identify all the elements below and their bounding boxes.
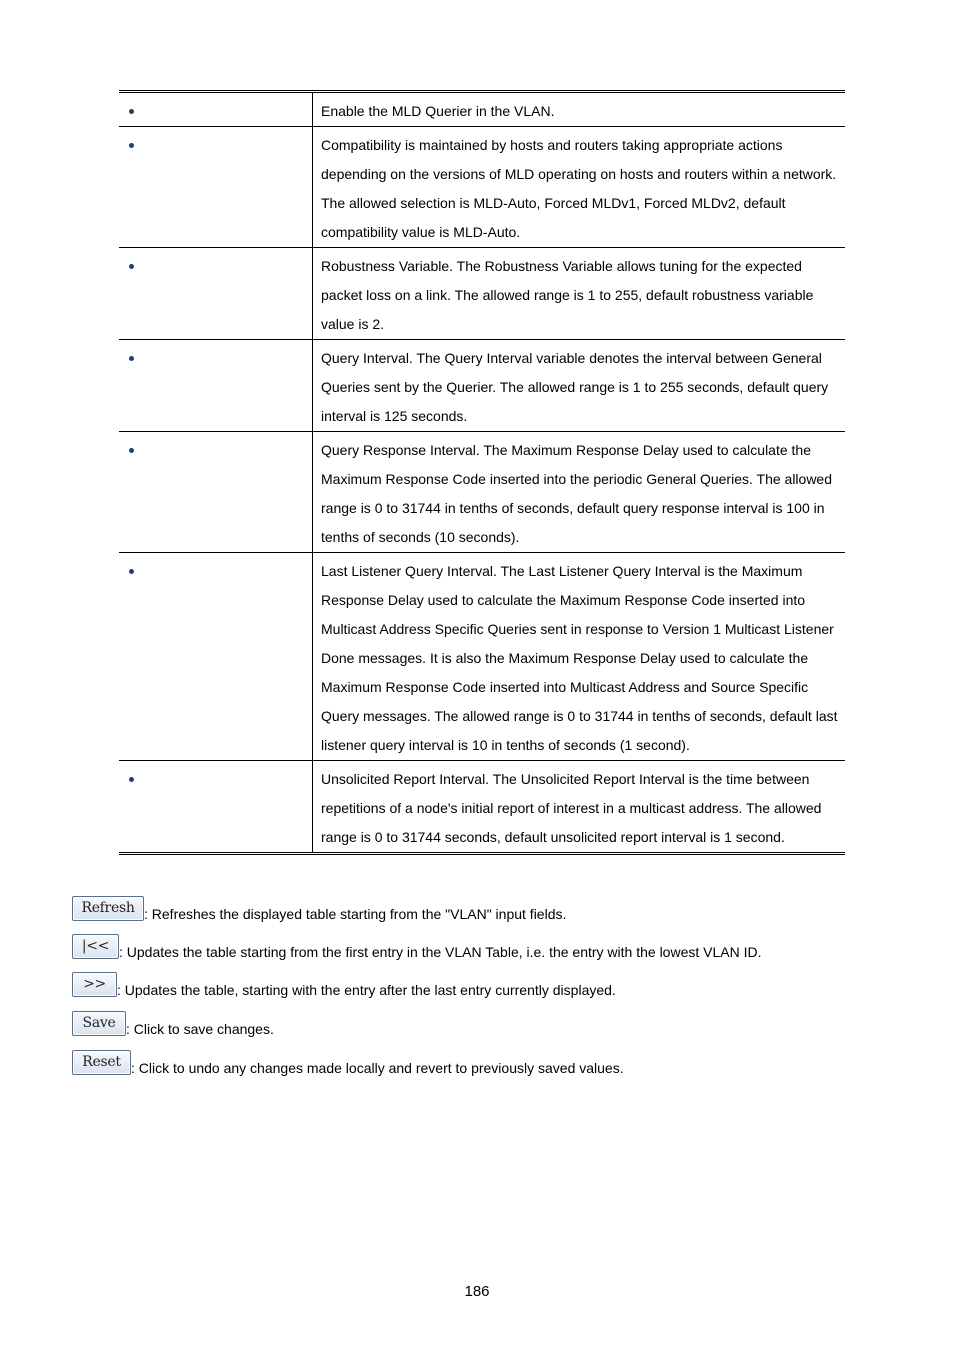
- parameter-name-cell: [119, 553, 313, 761]
- bullet-icon: [129, 569, 134, 574]
- table-row: [119, 127, 845, 248]
- refresh-button[interactable]: Refresh: [72, 896, 144, 921]
- table-row: [119, 432, 845, 553]
- next-page-button-description: : Updates the table, starting with the entry after the last entry currently displayed.: [117, 982, 616, 998]
- first-page-button-description: : Updates the table starting from the first entry in the VLAN Table, i.e. the entry with the lowest VLAN ID.: [119, 944, 762, 960]
- first-page-button-row: [72, 934, 762, 959]
- table-row: [119, 761, 845, 854]
- table-row: [119, 553, 845, 761]
- parameter-name-cell: [119, 92, 313, 127]
- parameter-name-cell: [119, 432, 313, 553]
- parameter-description: Last Listener Query Interval. The Last Listener Query Interval is the Maximum Response Delay used to calculate the Maximum Response Code inserted into Multicast Address Specific Queries sent in response to Version 1 Multicast Listener Done messages. It is also the Maximum Response Delay used to calculate the Maximum Response Code inserted into Multicast Address and Source Specific Query messages. The allowed range is 0 to 31744 in tenths of seconds, default last listener query interval is 10 in tenths of seconds (1 second).: [313, 553, 846, 761]
- parameter-name-cell: [119, 340, 313, 432]
- parameter-name-cell: [119, 127, 313, 248]
- parameter-description: Enable the MLD Querier in the VLAN.: [313, 92, 846, 127]
- bullet-icon: [129, 356, 134, 361]
- parameter-name-cell: [119, 761, 313, 854]
- reset-button-row: [72, 1050, 624, 1075]
- table-row: [119, 340, 845, 432]
- parameter-name-cell: [119, 248, 313, 340]
- save-button-row: [72, 1011, 274, 1036]
- refresh-button-description: : Refreshes the displayed table starting from the "VLAN" input fields.: [144, 906, 567, 922]
- table-row: [119, 248, 845, 340]
- bullet-icon: [129, 777, 134, 782]
- reset-button-description: : Click to undo any changes made locally and revert to previously saved values.: [131, 1060, 624, 1076]
- bullet-icon: [129, 109, 134, 114]
- refresh-button-row: [72, 896, 566, 921]
- bullet-icon: [129, 264, 134, 269]
- parameter-description: Query Interval. The Query Interval variable denotes the interval between General Queries sent by the Querier. The allowed range is 1 to 255 seconds, default query interval is 125 seconds.: [313, 340, 846, 432]
- next-page-button-row: [72, 972, 616, 997]
- save-button-description: : Click to save changes.: [126, 1021, 274, 1037]
- bullet-icon: [129, 448, 134, 453]
- reset-button[interactable]: Reset: [72, 1050, 131, 1075]
- page-number: 186: [464, 1283, 490, 1300]
- first-page-button[interactable]: |<<: [72, 934, 119, 959]
- parameter-description: Query Response Interval. The Maximum Response Delay used to calculate the Maximum Response Code inserted into the periodic General Queries. The allowed range is 0 to 31744 in tenths of seconds, default query response interval is 100 in tenths of seconds (10 seconds).: [313, 432, 846, 553]
- next-page-button[interactable]: >>: [72, 972, 117, 997]
- parameter-description: Unsolicited Report Interval. The Unsolicited Report Interval is the time between repetitions of a node's initial report of interest in a multicast address. The allowed range is 0 to 31744 seconds, default unsolicited report interval is 1 second.: [321, 771, 822, 845]
- save-button[interactable]: Save: [72, 1011, 126, 1036]
- parameter-description: Compatibility is maintained by hosts and routers taking appropriate actions depending on the versions of MLD operating on hosts and routers within a network. The allowed selection is MLD-Auto, Forced MLDv1, Forced MLDv2, default compatibility value is MLD-Auto.: [313, 127, 846, 248]
- bullet-icon: [129, 143, 134, 148]
- parameter-table: [119, 90, 845, 855]
- parameter-description: Robustness Variable. The Robustness Variable allows tuning for the expected packet loss on a link. The allowed range is 1 to 255, default robustness variable value is 2.: [313, 248, 846, 340]
- table-row: [119, 92, 845, 127]
